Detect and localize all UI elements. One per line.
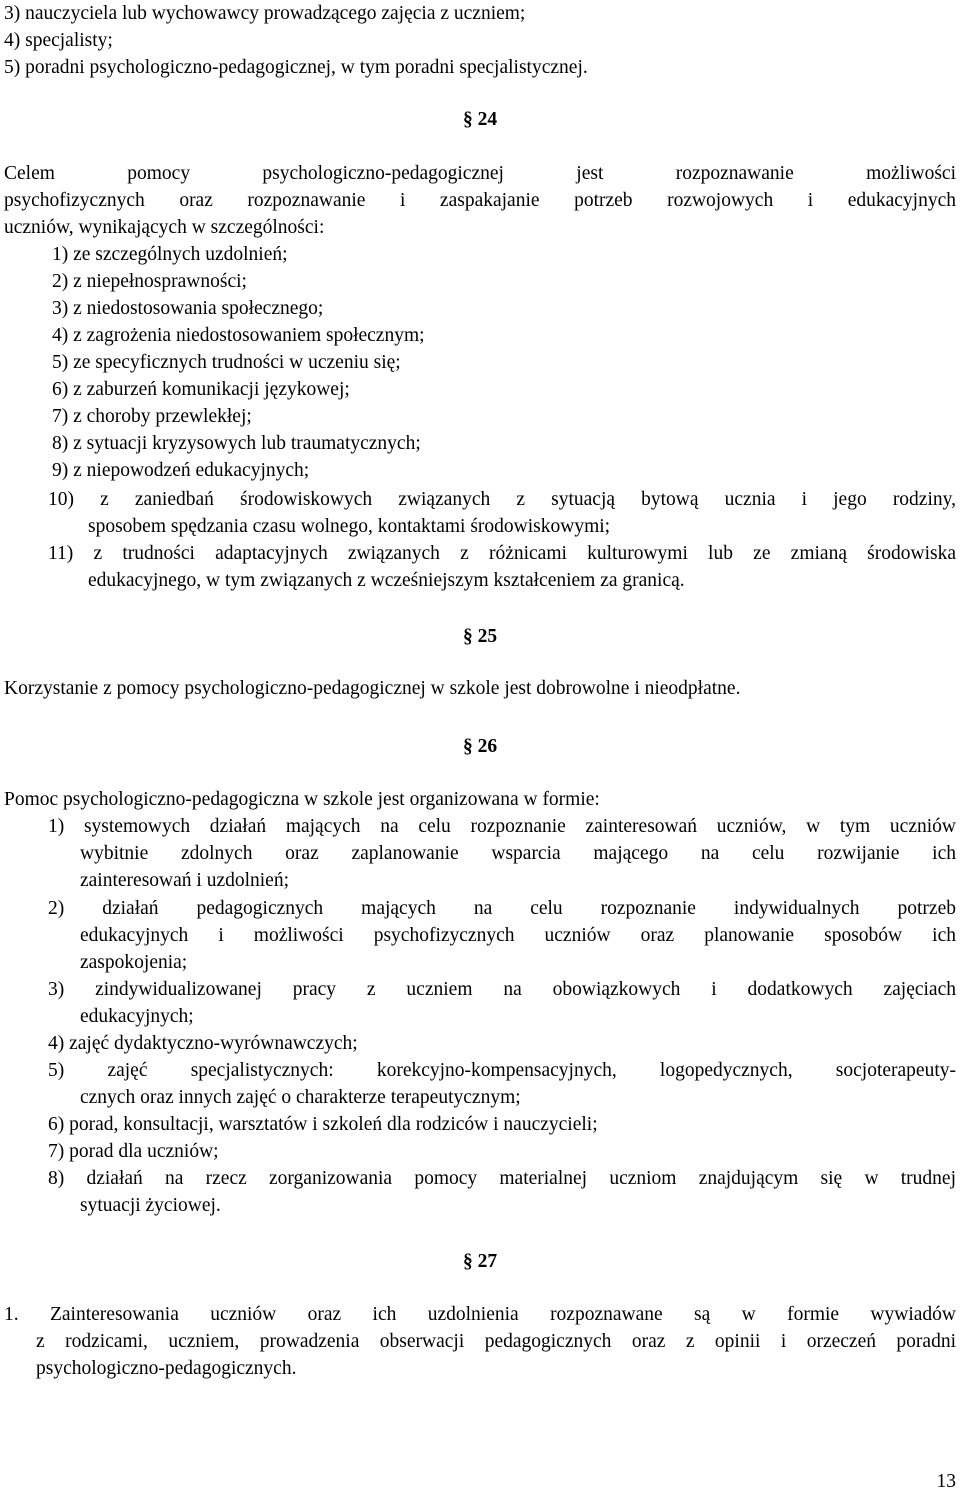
section-24-item: 10) z zaniedbań środowiskowych związanych z sytuacją bytową ucznia i jego rodziny, xyxy=(48,489,956,510)
section-24-item: 2) z niepełnosprawności; xyxy=(52,271,247,292)
section-26-item: 2) działań pedagogicznych mających na celu rozpoznanie indywidualnych potrzeb xyxy=(48,898,956,919)
section-24-item-continuation: sposobem spędzania czasu wolnego, kontaktami środowiskowymi; xyxy=(88,516,611,537)
section-24-intro-line-1: Celem pomocy psychologiczno-pedagogicznej jest rozpoznawanie możliwości xyxy=(4,163,956,184)
section-24-item-continuation: edukacyjnego, w tym związanych z wcześniejszym kształceniem za granicą. xyxy=(88,570,685,591)
section-25-heading: § 25 xyxy=(462,626,498,647)
section-24-item: 6) z zaburzeń komunikacji językowej; xyxy=(52,379,350,400)
section-24-heading: § 24 xyxy=(462,109,498,130)
section-24-item: 1) ze szczególnych uzdolnień; xyxy=(52,244,288,265)
section-24-item: 7) z choroby przewlekłej; xyxy=(52,406,252,427)
section-26-item: 7) porad dla uczniów; xyxy=(48,1141,219,1162)
section-24-item: 4) z zagrożenia niedostosowaniem społecznym; xyxy=(52,325,425,346)
intro-item-4: 4) specjalisty; xyxy=(4,30,113,51)
section-24-item: 8) z sytuacji kryzysowych lub traumatycznych; xyxy=(52,433,421,454)
section-26-item-continuation: wybitnie zdolnych oraz zaplanowanie wsparcia mającego na celu rozwijanie ich xyxy=(80,843,956,864)
section-26-item-continuation: edukacyjnych; xyxy=(80,1006,194,1027)
section-26-item: 4) zajęć dydaktyczno-wyrównawczych; xyxy=(48,1033,358,1054)
section-26-item: 1) systemowych działań mających na celu rozpoznanie zainteresowań uczniów, w tym uczniów xyxy=(48,816,956,837)
section-26-item: 8) działań na rzecz zorganizowania pomocy materialnej uczniom znajdującym się w trudnej xyxy=(48,1168,956,1189)
section-26-item-continuation: cznych oraz innych zajęć o charakterze terapeutycznym; xyxy=(80,1087,521,1108)
section-27-line-3: psychologiczno-pedagogicznych. xyxy=(36,1358,297,1379)
section-26-item-continuation: zainteresowań i uzdolnień; xyxy=(80,870,290,891)
section-26-item: 5) zajęć specjalistycznych: korekcyjno-kompensacyjnych, logopedycznych, socjoterapeuty- xyxy=(48,1060,956,1081)
section-26-item-continuation: sytuacji życiowej. xyxy=(80,1195,221,1216)
section-24-intro-line-2: psychofizycznych oraz rozpoznawanie i zaspakajanie potrzeb rozwojowych i edukacyjnych xyxy=(4,190,956,211)
section-24-item: 9) z niepowodzeń edukacyjnych; xyxy=(52,460,310,481)
section-24-intro-line-3: uczniów, wynikających w szczególności: xyxy=(4,217,325,238)
section-24-item: 3) z niedostosowania społecznego; xyxy=(52,298,324,319)
intro-item-5: 5) poradni psychologiczno-pedagogicznej, w tym poradni specjalistycznej. xyxy=(4,57,588,78)
intro-item-3: 3) nauczyciela lub wychowawcy prowadzącego zajęcia z uczniem; xyxy=(4,3,526,24)
section-26-intro: Pomoc psychologiczno-pedagogiczna w szkole jest organizowana w formie: xyxy=(4,789,600,810)
section-27-heading: § 27 xyxy=(462,1251,498,1272)
section-26-item: 6) porad, konsultacji, warsztatów i szkoleń dla rodziców i nauczycieli; xyxy=(48,1114,598,1135)
section-24-item: 5) ze specyficznych trudności w uczeniu się; xyxy=(52,352,401,373)
section-27-line-2: z rodzicami, uczniem, prowadzenia obserwacji pedagogicznych oraz z opinii i orzeczeń poradni xyxy=(36,1331,956,1352)
section-26-item-continuation: edukacyjnych i możliwości psychofizycznych uczniów oraz planowanie sposobów ich xyxy=(80,925,956,946)
section-24-item: 11) z trudności adaptacyjnych związanych z różnicami kulturowymi lub ze zmianą środowiska xyxy=(48,543,956,564)
section-26-heading: § 26 xyxy=(462,736,498,757)
section-27-line-1: 1. Zainteresowania uczniów oraz ich uzdolnienia rozpoznawane są w formie wywiadów xyxy=(4,1304,956,1325)
section-26-item-continuation: zaspokojenia; xyxy=(80,952,188,973)
section-25-text: Korzystanie z pomocy psychologiczno-pedagogicznej w szkole jest dobrowolne i nieodpłatne. xyxy=(4,678,741,699)
page-number: 13 xyxy=(936,1471,956,1492)
section-26-item: 3) zindywidualizowanej pracy z uczniem na obowiązkowych i dodatkowych zajęciach xyxy=(48,979,956,1000)
